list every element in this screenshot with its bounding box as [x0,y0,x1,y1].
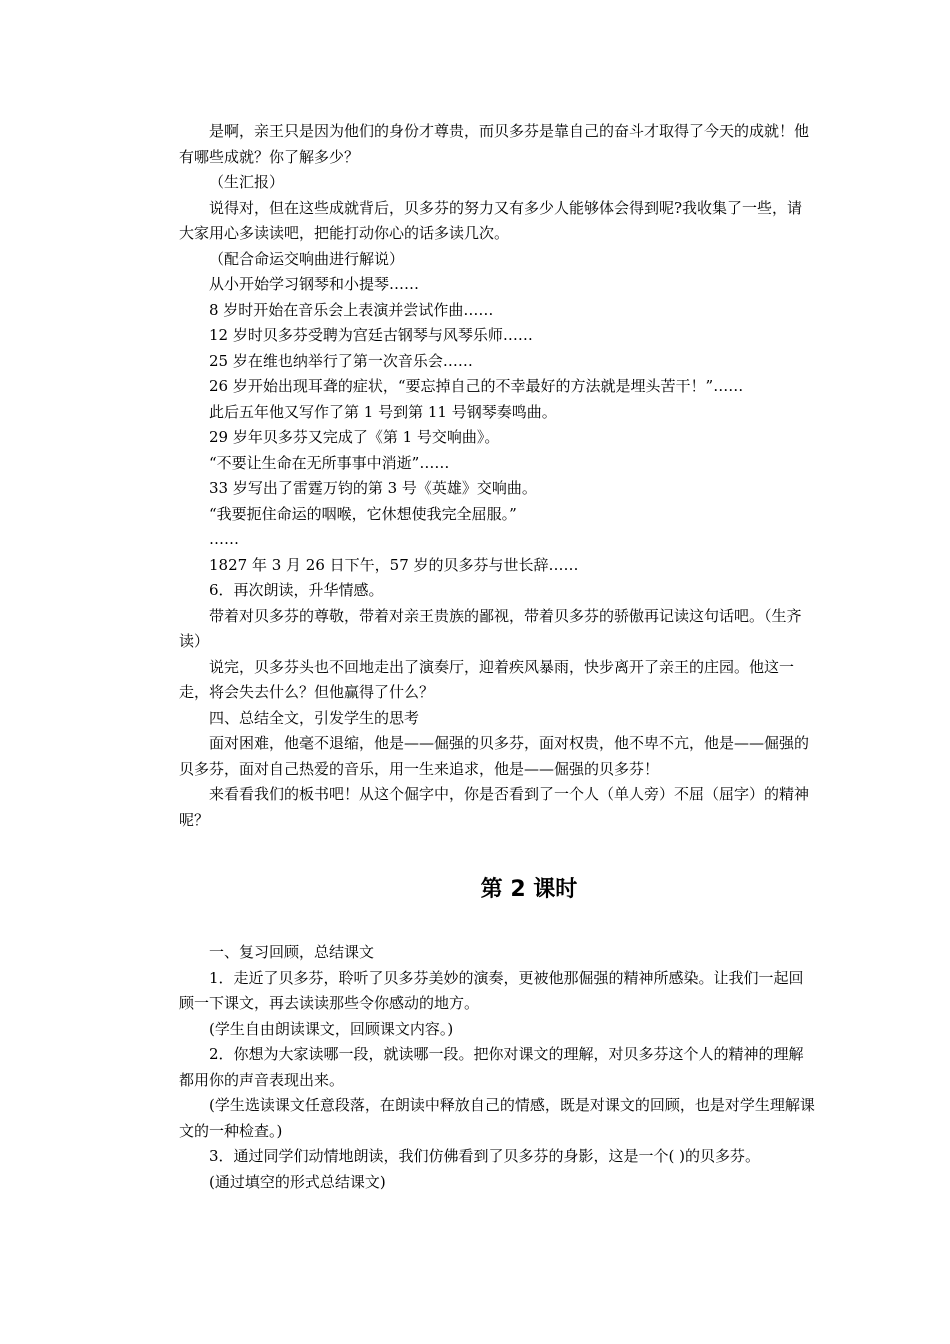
paragraph: (学生选读课文任意段落，在朗读中释放自己的情感，既是对课文的回顾，也是对学生理解课文的一种检查。) [179,1096,815,1140]
paragraph: 12 岁时贝多芬受聘为宫廷古钢琴与风琴乐师…… [209,326,533,344]
lesson-part-2 [179,940,815,1195]
paragraph: 说完，贝多芬头也不回地走出了演奏厅，迎着疾风暴雨，快步离开了亲王的庄园。他这一走，将会失去什么？但他赢得了什么？ [179,657,795,701]
lesson-part-1 [179,119,815,833]
paragraph: “我要扼住命运的咽喉，它休想使我完全屈服。” [209,504,517,523]
paragraph: 1．走近了贝多芬，聆听了贝多芬美妙的演奏，更被他那倔强的精神所感染。让我们一起回顾一下课文，再去读读那些令你感动的地方。 [179,968,804,1012]
paragraph: (学生自由朗读课文，回顾课文内容。) [209,1019,454,1038]
paragraph: (通过填空的形式总结课文) [209,1172,386,1191]
paragraph: …… [209,530,239,548]
paragraph: 来看看我们的板书吧！从这个倔字中，你是否看到了一个人（单人旁）不屈（屈字）的精神呢？ [179,785,810,829]
paragraph: 2．你想为大家读哪一段，就读哪一段。把你对课文的理解，对贝多芬这个人的精神的理解都用你的声音表现出来。 [179,1045,804,1089]
paragraph: 从小开始学习钢琴和小提琴…… [209,275,420,293]
paragraph: 一、复习回顾，总结课文 [209,943,375,961]
paragraph: 是啊，亲王只是因为他们的身份才尊贵，而贝多芬是靠自己的奋斗才取得了今天的成就！他有哪些成就？你了解多少？ [179,122,810,166]
paragraph: （配合命运交响曲进行解说） [209,249,405,268]
paragraph: （生汇报） [209,173,285,191]
paragraph: 33 岁写出了雷霆万钧的第 3 号《英雄》交响曲。 [209,479,537,497]
paragraph: 此后五年他又写作了第 1 号到第 11 号钢琴奏鸣曲。 [209,402,557,421]
paragraph: 26 岁开始出现耳聋的症状，“要忘掉自己的不幸最好的方法就是埋头苦干！”…… [209,377,744,395]
paragraph: 25 岁在维也纳举行了第一次音乐会…… [209,351,473,370]
paragraph: 面对困难，他毫不退缩，他是——倔强的贝多芬，面对权贵，他不卑不亢，他是——倔强的贝多芬，面对自己热爱的音乐，用一生来追求，他是——倔强的贝多芬！ [179,734,810,778]
paragraph: 带着对贝多芬的尊敬，带着对亲王贵族的鄙视，带着贝多芬的骄傲再记读这句话吧。（生齐读） [179,606,802,650]
paragraph: 29 岁年贝多芬又完成了《第 1 号交响曲》。 [209,428,500,446]
lesson-heading: 第 2 课时 [480,877,578,902]
paragraph: 3．通过同学们动情地朗读，我们仿佛看到了贝多芬的身影，这是一个( )的贝多芬。 [209,1147,761,1165]
paragraph: 1827 年 3 月 26 日下午，57 岁的贝多芬与世长辞…… [209,555,579,574]
paragraph: 6．再次朗读，升华情感。 [209,581,384,599]
paragraph: 8 岁时开始在音乐会上表演并尝试作曲…… [209,300,494,319]
paragraph: 说得对，但在这些成就背后，贝多芬的努力又有多少人能够体会得到呢?我收集了一些，请大家用心多读读吧，把能打动你心的话多读几次。 [179,198,803,242]
paragraph: 四、总结全文，引发学生的思考 [209,708,420,727]
paragraph: “不要让生命在无所事事中消逝”…… [209,453,450,472]
